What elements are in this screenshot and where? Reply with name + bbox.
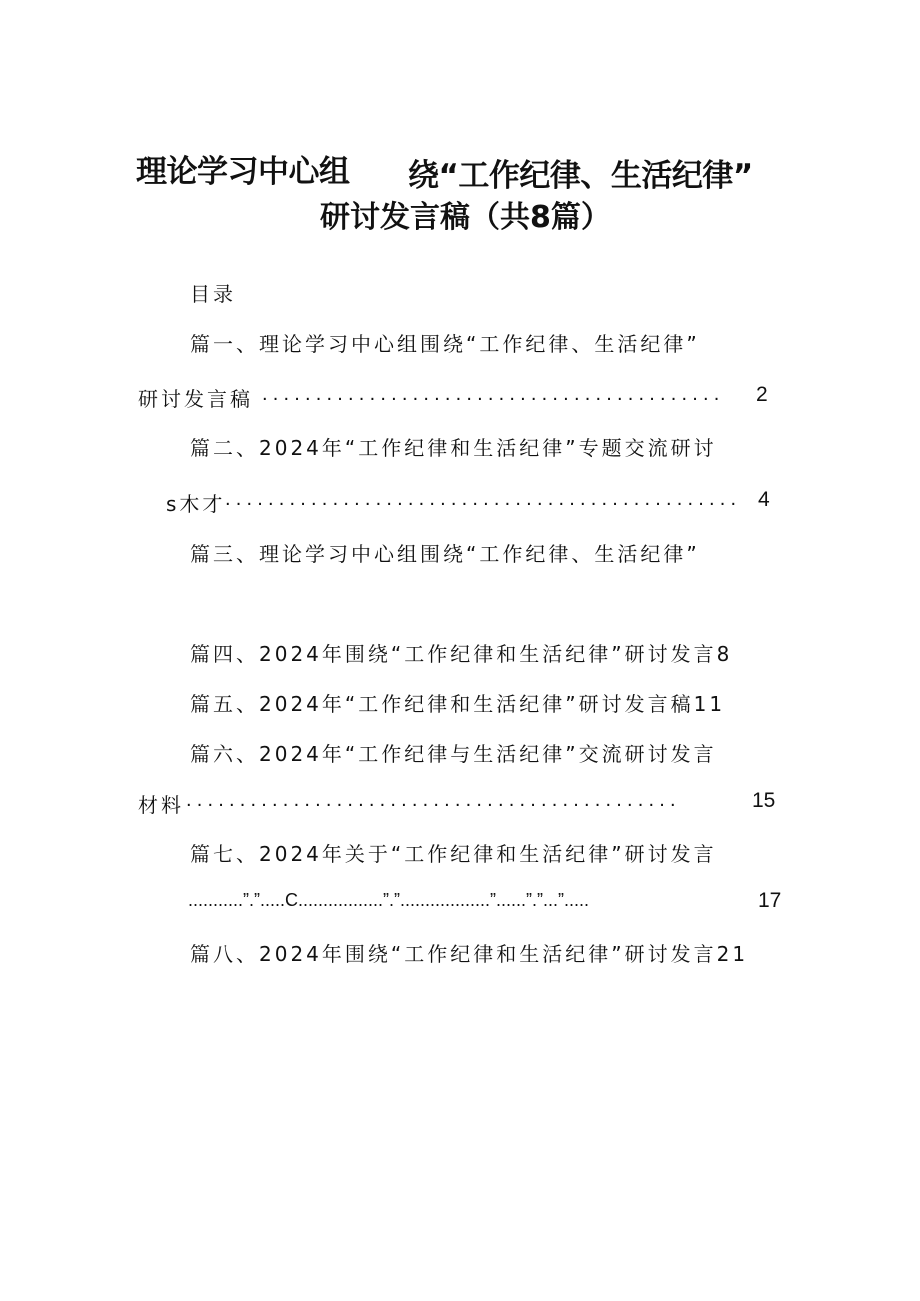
toc-heading: 目录 [190,282,236,306]
toc-entry-1-cont: 研讨发言稿 [138,387,253,411]
toc-entry-2-title[interactable]: 篇二、2024年“工作纪律和生活纪律”专题交流研讨 [190,436,717,460]
title-part2: 绕“工作纪律、生活纪律” [408,158,753,194]
toc-entry-7-page: 17 [758,889,782,912]
toc-entry-6-leader: .............................................. [186,789,681,811]
toc-entry-2-leader: ................................................ [225,488,742,510]
toc-entry-2-cont: s木才 [166,492,226,516]
toc-entry-6-title[interactable]: 篇六、2024年“工作纪律与生活纪律”交流研讨发言 [190,742,717,766]
toc-entry-5-title[interactable]: 篇五、2024年“工作纪律和生活纪律”研讨发言稿11 [190,692,726,716]
toc-entry-7-leader: ...........”.”.....C.................”.”..................”......”.”...”..... [188,890,590,910]
toc-entry-4-title[interactable]: 篇四、2024年围绕“工作纪律和生活纪律”研讨发言8 [190,642,733,666]
toc-entry-1-page: 2 [756,383,768,406]
toc-entry-2-page: 4 [758,488,770,511]
toc-entry-6-cont: 材料 [138,793,184,817]
toc-entry-3-title[interactable]: 篇三、理论学习中心组围绕“工作纪律、生活纪律” [190,542,700,566]
toc-entry-8-title[interactable]: 篇八、2024年围绕“工作纪律和生活纪律”研讨发言21 [190,942,749,966]
toc-entry-1-leader: ........................................... [262,383,725,405]
title-line2: 研讨发言稿（共8篇） [320,200,611,235]
toc-entry-7-title[interactable]: 篇七、2024年关于“工作纪律和生活纪律”研讨发言 [190,842,717,866]
toc-entry-1-title[interactable]: 篇一、理论学习中心组围绕“工作纪律、生活纪律” [190,332,700,356]
toc-entry-6-page: 15 [752,789,776,812]
title-part1: 理论学习中心组 [136,154,350,190]
